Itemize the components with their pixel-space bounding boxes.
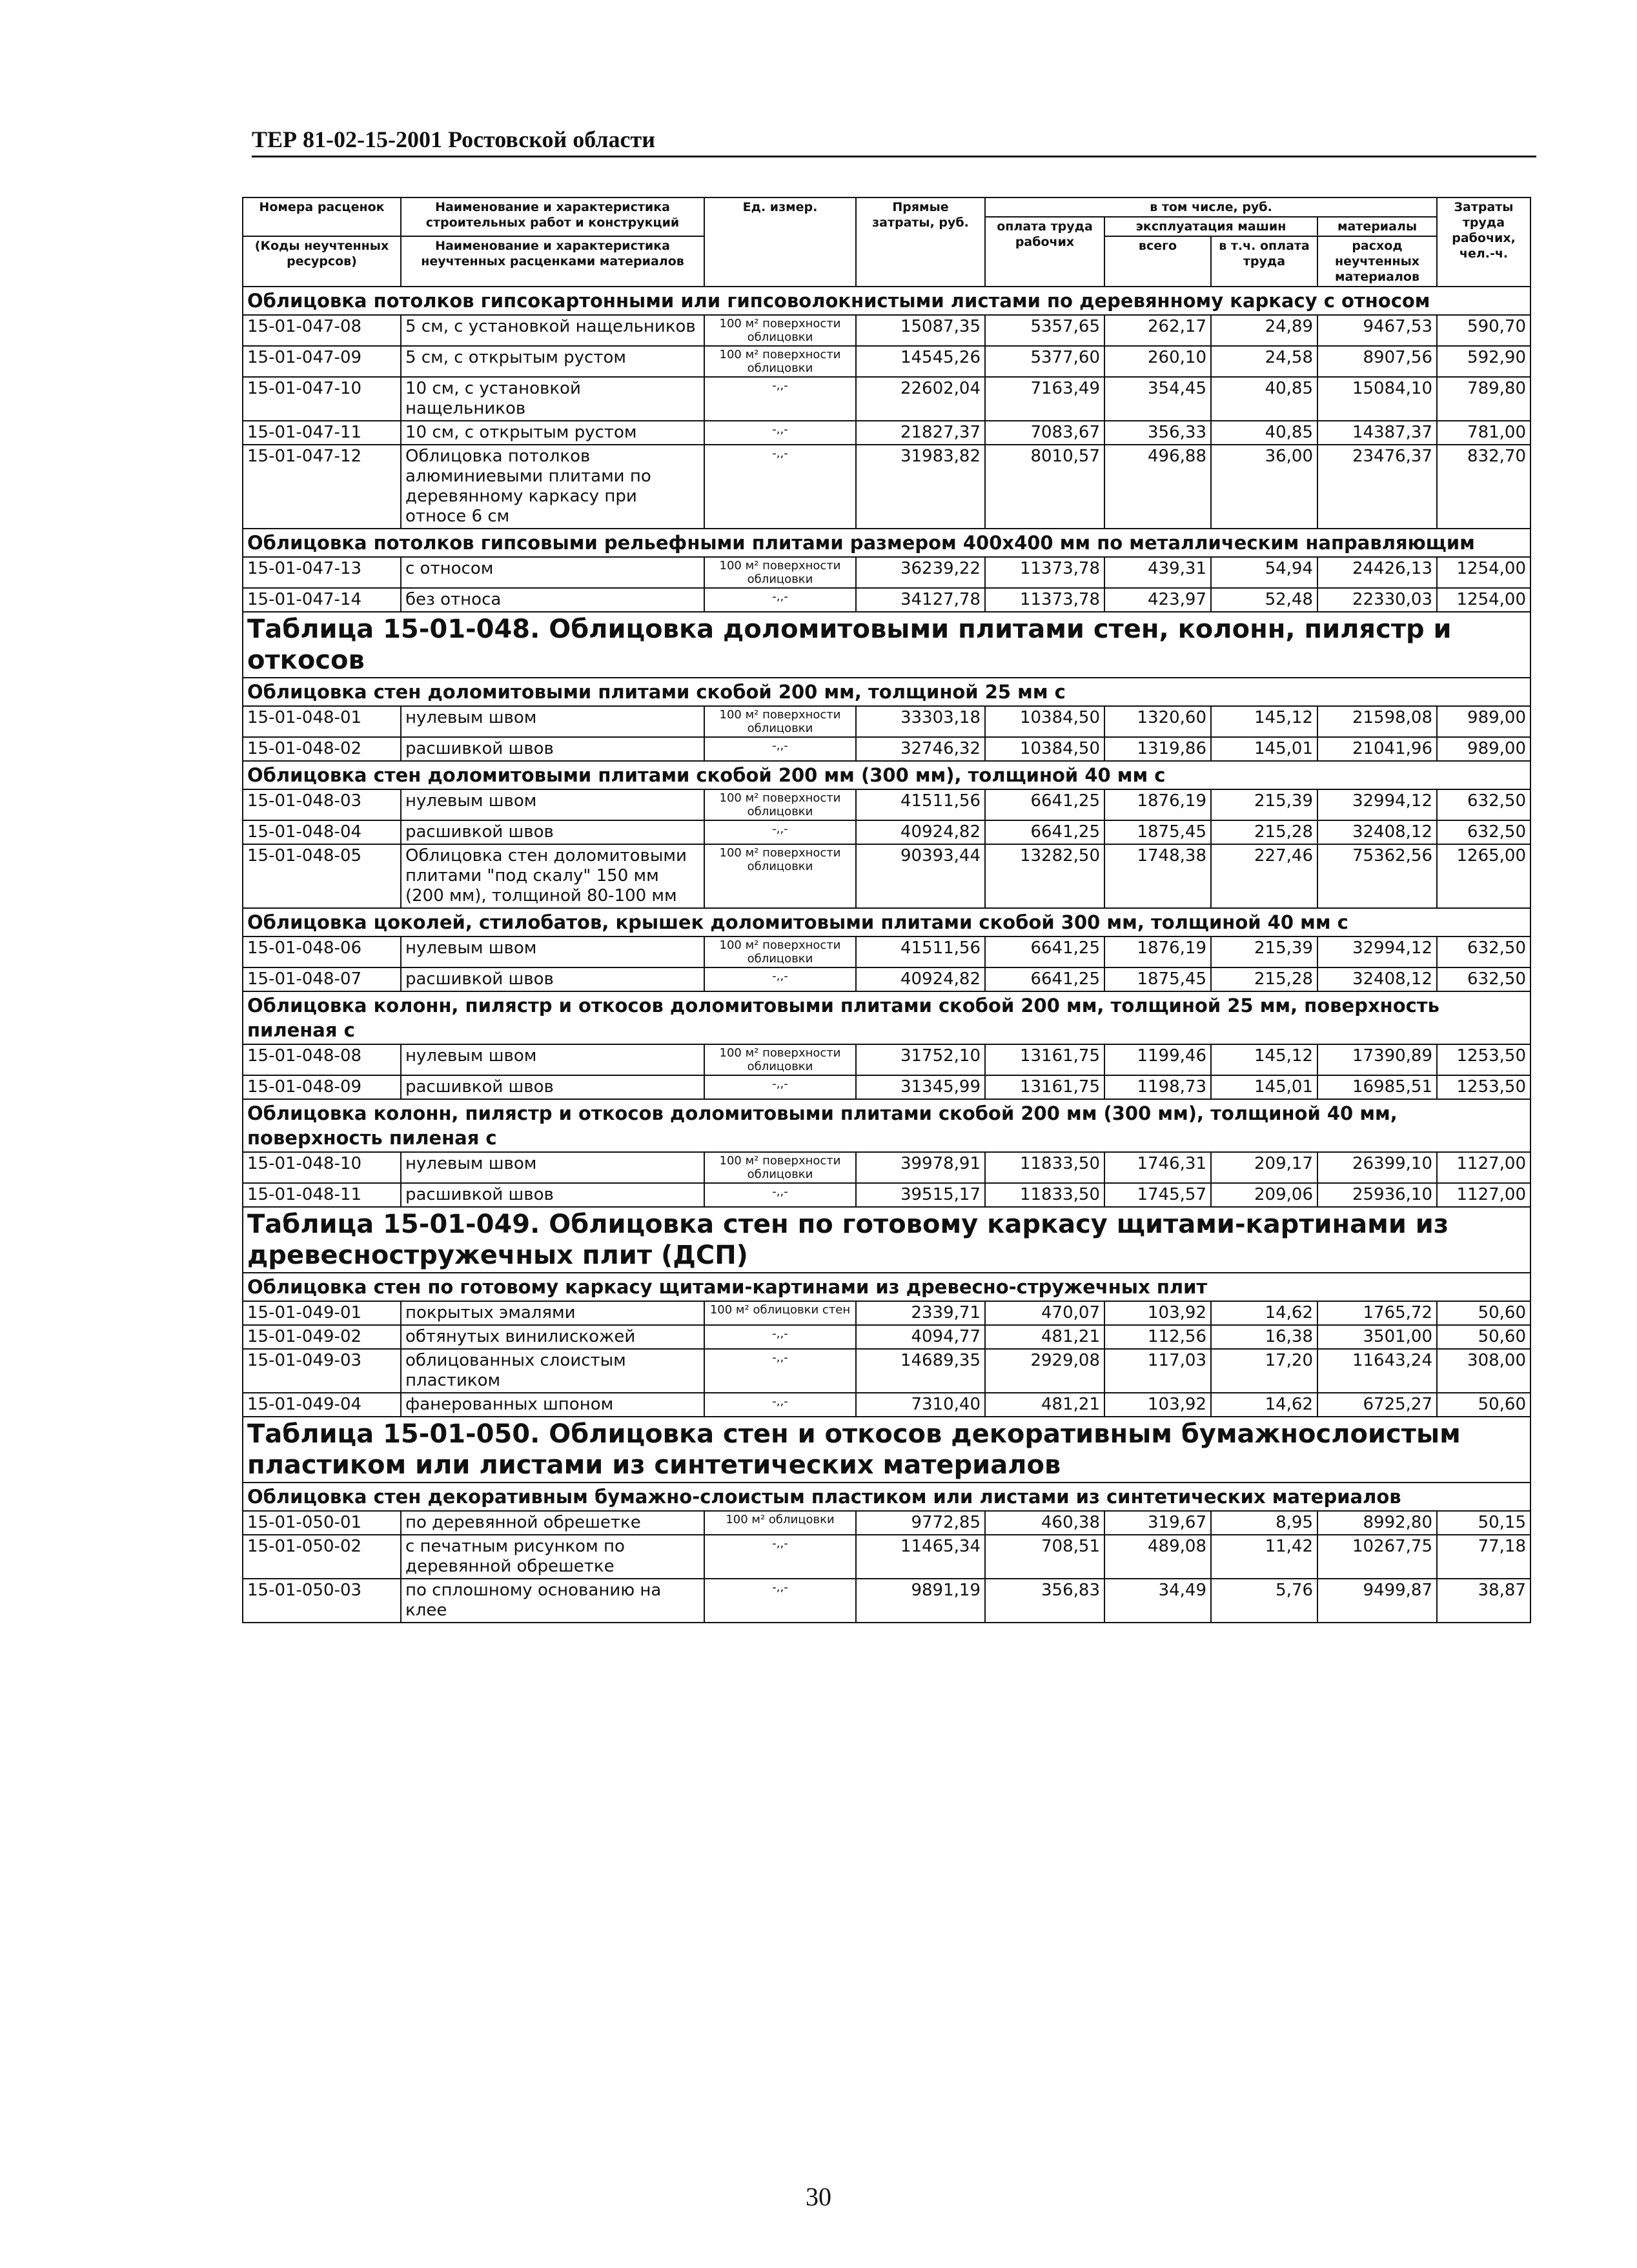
row-machines-wages: 40,85	[1211, 421, 1317, 445]
row-unit: -,,-	[704, 1349, 856, 1393]
row-machines-total: 489,08	[1104, 1535, 1211, 1579]
row-unit: -,,-	[704, 421, 856, 445]
section-heading: Облицовка стен доломитовыми плитами скобой 200 мм, толщиной 25 мм с	[243, 678, 1530, 706]
page-header: ТЕР 81-02-15-2001 Ростовской области	[252, 126, 1536, 157]
row-wages: 6641,25	[985, 937, 1104, 967]
row-unit: -,,-	[704, 820, 856, 844]
row-labor: 50,60	[1437, 1393, 1530, 1417]
row-code: 15-01-047-09	[243, 346, 401, 377]
row-direct-costs: 41511,56	[856, 789, 985, 820]
header-machines: эксплуатация машин	[1104, 217, 1317, 236]
section-heading: Облицовка колонн, пилястр и откосов доломитовыми плитами скобой 200 мм (300 мм), толщиной 40 мм, поверхность пиленая с	[243, 1099, 1530, 1152]
row-code: 15-01-048-07	[243, 967, 401, 991]
row-direct-costs: 9772,85	[856, 1511, 985, 1535]
row-code: 15-01-048-03	[243, 789, 401, 820]
row-wages: 8010,57	[985, 445, 1104, 529]
header-including: в том числе, руб.	[985, 197, 1437, 217]
table-row	[243, 844, 1530, 908]
row-code: 15-01-047-13	[243, 557, 401, 588]
row-wages: 5357,65	[985, 315, 1104, 346]
row-unit: -,,-	[704, 588, 856, 612]
row-wages: 11833,50	[985, 1152, 1104, 1183]
row-code: 15-01-049-03	[243, 1349, 401, 1393]
section-heading-row	[243, 678, 1530, 706]
row-labor: 38,87	[1437, 1579, 1530, 1623]
row-machines-total: 356,33	[1104, 421, 1211, 445]
row-materials: 32994,12	[1317, 789, 1437, 820]
row-direct-costs: 22602,04	[856, 377, 985, 421]
row-machines-total: 354,45	[1104, 377, 1211, 421]
row-direct-costs: 2339,71	[856, 1301, 985, 1325]
row-machines-total: 1320,60	[1104, 706, 1211, 737]
row-unit: -,,-	[704, 1183, 856, 1207]
header-materials-unaccounted: расход неучтенных материалов	[1317, 236, 1437, 287]
header-direct-costs: Прямые затраты, руб.	[856, 197, 985, 287]
row-name: покрытых эмалями	[401, 1301, 704, 1325]
row-name: 10 см, с установкой нащельников	[401, 377, 704, 421]
row-code: 15-01-050-02	[243, 1535, 401, 1579]
row-machines-wages: 209,17	[1211, 1152, 1317, 1183]
row-materials: 11643,24	[1317, 1349, 1437, 1393]
row-wages: 481,21	[985, 1393, 1104, 1417]
row-wages: 10384,50	[985, 737, 1104, 761]
row-labor: 592,90	[1437, 346, 1530, 377]
row-materials: 24426,13	[1317, 557, 1437, 588]
row-machines-wages: 5,76	[1211, 1579, 1317, 1623]
rates-table	[242, 197, 1531, 1623]
row-unit: -,,-	[704, 967, 856, 991]
table-row	[243, 1579, 1530, 1623]
row-machines-wages: 11,42	[1211, 1535, 1317, 1579]
row-materials: 8907,56	[1317, 346, 1437, 377]
table-title: Таблица 15-01-049. Облицовка стен по готовому каркасу щитами-картинами из древесностружечных плит (ДСП)	[243, 1207, 1530, 1273]
row-labor: 989,00	[1437, 706, 1530, 737]
row-code: 15-01-048-11	[243, 1183, 401, 1207]
row-unit: 100 м² поверхности облицовки	[704, 315, 856, 346]
row-machines-wages: 145,12	[1211, 1044, 1317, 1075]
row-code: 15-01-049-04	[243, 1393, 401, 1417]
row-unit: -,,-	[704, 1535, 856, 1579]
row-labor: 632,50	[1437, 820, 1530, 844]
section-heading: Облицовка стен доломитовыми плитами скобой 200 мм (300 мм), толщиной 40 мм с	[243, 761, 1530, 789]
row-labor: 1265,00	[1437, 844, 1530, 908]
row-name: нулевым швом	[401, 789, 704, 820]
section-heading: Облицовка колонн, пилястр и откосов доломитовыми плитами скобой 200 мм, толщиной 25 мм, поверхность пиленая с	[243, 991, 1530, 1044]
row-wages: 356,83	[985, 1579, 1104, 1623]
row-machines-total: 1746,31	[1104, 1152, 1211, 1183]
row-machines-total: 496,88	[1104, 445, 1211, 529]
row-materials: 32408,12	[1317, 967, 1437, 991]
row-machines-total: 103,92	[1104, 1393, 1211, 1417]
header-wages: оплата труда рабочих	[985, 217, 1104, 287]
section-heading: Облицовка цоколей, стилобатов, крышек доломитовыми плитами скобой 300 мм, толщиной 40 мм с	[243, 908, 1530, 937]
row-unit: -,,-	[704, 737, 856, 761]
row-code: 15-01-047-14	[243, 588, 401, 612]
row-name: без относа	[401, 588, 704, 612]
row-materials: 8992,80	[1317, 1511, 1437, 1535]
row-machines-wages: 145,01	[1211, 1075, 1317, 1099]
row-wages: 470,07	[985, 1301, 1104, 1325]
row-code: 15-01-048-01	[243, 706, 401, 737]
row-direct-costs: 14689,35	[856, 1349, 985, 1393]
row-machines-total: 1748,38	[1104, 844, 1211, 908]
section-heading-row	[243, 761, 1530, 789]
row-code: 15-01-050-01	[243, 1511, 401, 1535]
header-machines-total: всего	[1104, 236, 1211, 287]
row-direct-costs: 11465,34	[856, 1535, 985, 1579]
row-labor: 989,00	[1437, 737, 1530, 761]
row-machines-wages: 8,95	[1211, 1511, 1317, 1535]
row-machines-total: 1745,57	[1104, 1183, 1211, 1207]
header-labor: Затраты труда рабочих, чел.-ч.	[1437, 197, 1530, 287]
header-name: Наименование и характеристика строительных работ и конструкций	[401, 197, 704, 236]
row-code: 15-01-047-10	[243, 377, 401, 421]
row-labor: 1254,00	[1437, 588, 1530, 612]
row-name: фанерованных шпоном	[401, 1393, 704, 1417]
row-name: облицованных слоистым пластиком	[401, 1349, 704, 1393]
row-machines-wages: 14,62	[1211, 1301, 1317, 1325]
row-unit: 100 м² поверхности облицовки	[704, 1152, 856, 1183]
row-materials: 26399,10	[1317, 1152, 1437, 1183]
row-materials: 32408,12	[1317, 820, 1437, 844]
section-heading-row	[243, 287, 1530, 315]
row-name: Облицовка потолков алюминиевыми плитами по деревянному каркасу при относе 6 см	[401, 445, 704, 529]
row-labor: 632,50	[1437, 937, 1530, 967]
table-row	[243, 421, 1530, 445]
row-wages: 481,21	[985, 1325, 1104, 1349]
row-machines-wages: 215,28	[1211, 820, 1317, 844]
row-unit: 100 м² поверхности облицовки	[704, 937, 856, 967]
row-name: Облицовка стен доломитовыми плитами "под скалу" 150 мм (200 мм), толщиной 80-100 мм	[401, 844, 704, 908]
row-machines-total: 1876,19	[1104, 789, 1211, 820]
row-wages: 6641,25	[985, 789, 1104, 820]
table-title-row	[243, 1207, 1530, 1273]
row-code: 15-01-049-01	[243, 1301, 401, 1325]
row-name: с относом	[401, 557, 704, 588]
row-materials: 25936,10	[1317, 1183, 1437, 1207]
header-machines-wages: в т.ч. оплата труда	[1211, 236, 1317, 287]
row-labor: 50,15	[1437, 1511, 1530, 1535]
table-row	[243, 789, 1530, 820]
row-labor: 1254,00	[1437, 557, 1530, 588]
table-row	[243, 820, 1530, 844]
row-code: 15-01-048-10	[243, 1152, 401, 1183]
row-machines-wages: 54,94	[1211, 557, 1317, 588]
table-row	[243, 315, 1530, 346]
row-labor: 632,50	[1437, 789, 1530, 820]
row-machines-wages: 227,46	[1211, 844, 1317, 908]
row-code: 15-01-048-06	[243, 937, 401, 967]
header-materials: материалы	[1317, 217, 1437, 236]
row-wages: 11373,78	[985, 588, 1104, 612]
row-wages: 5377,60	[985, 346, 1104, 377]
row-direct-costs: 31983,82	[856, 445, 985, 529]
row-code: 15-01-048-09	[243, 1075, 401, 1099]
table-row	[243, 737, 1530, 761]
row-name: по сплошному основанию на клее	[401, 1579, 704, 1623]
row-direct-costs: 7310,40	[856, 1393, 985, 1417]
row-machines-total: 1875,45	[1104, 820, 1211, 844]
row-unit: 100 м² поверхности облицовки	[704, 557, 856, 588]
row-labor: 1127,00	[1437, 1152, 1530, 1183]
section-heading: Облицовка стен по готовому каркасу щитами-картинами из древесно-стружечных плит	[243, 1273, 1530, 1301]
table-row	[243, 967, 1530, 991]
row-materials: 10267,75	[1317, 1535, 1437, 1579]
row-labor: 789,80	[1437, 377, 1530, 421]
row-machines-wages: 215,39	[1211, 937, 1317, 967]
row-direct-costs: 4094,77	[856, 1325, 985, 1349]
header-code: Номера расценок	[243, 197, 401, 236]
page-number: 30	[806, 2182, 831, 2211]
table-row	[243, 1535, 1530, 1579]
row-unit: 100 м² поверхности облицовки	[704, 789, 856, 820]
row-labor: 50,60	[1437, 1325, 1530, 1349]
row-direct-costs: 36239,22	[856, 557, 985, 588]
row-labor: 781,00	[1437, 421, 1530, 445]
section-heading: Облицовка стен декоративным бумажно-слоистым пластиком или листами из синтетических материалов	[243, 1483, 1530, 1511]
row-materials: 16985,51	[1317, 1075, 1437, 1099]
table-row	[243, 937, 1530, 967]
row-materials: 21041,96	[1317, 737, 1437, 761]
table-row	[243, 1325, 1530, 1349]
row-wages: 2929,08	[985, 1349, 1104, 1393]
section-heading-row	[243, 1273, 1530, 1301]
table-row	[243, 1301, 1530, 1325]
row-materials: 3501,00	[1317, 1325, 1437, 1349]
row-wages: 6641,25	[985, 820, 1104, 844]
table-row	[243, 1349, 1530, 1393]
row-direct-costs: 33303,18	[856, 706, 985, 737]
row-materials: 9467,53	[1317, 315, 1437, 346]
row-code: 15-01-048-08	[243, 1044, 401, 1075]
table-row	[243, 557, 1530, 588]
table-title-row	[243, 1417, 1530, 1483]
row-unit: 100 м² облицовки	[704, 1511, 856, 1535]
row-wages: 7163,49	[985, 377, 1104, 421]
row-unit: 100 м² поверхности облицовки	[704, 706, 856, 737]
row-materials: 1765,72	[1317, 1301, 1437, 1325]
row-unit: -,,-	[704, 1579, 856, 1623]
section-heading-row	[243, 908, 1530, 937]
section-heading-row	[243, 991, 1530, 1044]
section-heading: Облицовка потолков гипсокартонными или гипсоволокнистыми листами по деревянному каркасу с относом	[243, 287, 1530, 315]
row-direct-costs: 14545,26	[856, 346, 985, 377]
row-machines-wages: 215,28	[1211, 967, 1317, 991]
row-direct-costs: 90393,44	[856, 844, 985, 908]
row-materials: 32994,12	[1317, 937, 1437, 967]
row-machines-wages: 145,01	[1211, 737, 1317, 761]
section-heading-row	[243, 529, 1530, 557]
row-machines-wages: 215,39	[1211, 789, 1317, 820]
row-materials: 21598,08	[1317, 706, 1437, 737]
row-machines-wages: 209,06	[1211, 1183, 1317, 1207]
row-labor: 632,50	[1437, 967, 1530, 991]
row-labor: 308,00	[1437, 1349, 1530, 1393]
row-direct-costs: 31345,99	[856, 1075, 985, 1099]
row-machines-wages: 16,38	[1211, 1325, 1317, 1349]
table-row	[243, 706, 1530, 737]
table-row	[243, 346, 1530, 377]
row-unit: 100 м² поверхности облицовки	[704, 1044, 856, 1075]
row-labor: 77,18	[1437, 1535, 1530, 1579]
row-machines-wages: 24,58	[1211, 346, 1317, 377]
row-unit: -,,-	[704, 1325, 856, 1349]
section-heading-row	[243, 1483, 1530, 1511]
row-materials: 14387,37	[1317, 421, 1437, 445]
row-direct-costs: 32746,32	[856, 737, 985, 761]
row-machines-wages: 36,00	[1211, 445, 1317, 529]
row-unit: 100 м² облицовки стен	[704, 1301, 856, 1325]
row-materials: 9499,87	[1317, 1579, 1437, 1623]
row-labor: 1127,00	[1437, 1183, 1530, 1207]
row-name: нулевым швом	[401, 937, 704, 967]
row-materials: 6725,27	[1317, 1393, 1437, 1417]
row-machines-total: 1876,19	[1104, 937, 1211, 967]
table-title-row	[243, 612, 1530, 678]
row-unit: -,,-	[704, 1393, 856, 1417]
table-row	[243, 1183, 1530, 1207]
row-labor: 590,70	[1437, 315, 1530, 346]
table-row	[243, 1393, 1530, 1417]
table-row	[243, 445, 1530, 529]
row-code: 15-01-050-03	[243, 1579, 401, 1623]
table-title: Таблица 15-01-050. Облицовка стен и откосов декоративным бумажнослоистым пластиком или листами из синтетических материалов	[243, 1417, 1530, 1483]
row-machines-total: 34,49	[1104, 1579, 1211, 1623]
row-code: 15-01-047-11	[243, 421, 401, 445]
row-wages: 460,38	[985, 1511, 1104, 1535]
row-name: нулевым швом	[401, 1152, 704, 1183]
row-direct-costs: 39515,17	[856, 1183, 985, 1207]
row-machines-total: 1875,45	[1104, 967, 1211, 991]
row-name: расшивкой швов	[401, 1075, 704, 1099]
header-code-unaccounted: (Коды неучтенных ресурсов)	[243, 236, 401, 287]
row-wages: 6641,25	[985, 967, 1104, 991]
row-wages: 708,51	[985, 1535, 1104, 1579]
row-name: нулевым швом	[401, 1044, 704, 1075]
row-direct-costs: 41511,56	[856, 937, 985, 967]
header-name-unaccounted: Наименование и характеристика неучтенных расценками материалов	[401, 236, 704, 287]
row-machines-total: 117,03	[1104, 1349, 1211, 1393]
row-materials: 22330,03	[1317, 588, 1437, 612]
row-name: расшивкой швов	[401, 820, 704, 844]
row-wages: 11833,50	[985, 1183, 1104, 1207]
row-direct-costs: 21827,37	[856, 421, 985, 445]
row-wages: 13161,75	[985, 1044, 1104, 1075]
row-machines-total: 262,17	[1104, 315, 1211, 346]
row-direct-costs: 31752,10	[856, 1044, 985, 1075]
row-machines-total: 103,92	[1104, 1301, 1211, 1325]
row-machines-wages: 17,20	[1211, 1349, 1317, 1393]
row-code: 15-01-048-04	[243, 820, 401, 844]
row-machines-wages: 145,12	[1211, 706, 1317, 737]
row-name: расшивкой швов	[401, 737, 704, 761]
row-name: расшивкой швов	[401, 1183, 704, 1207]
row-direct-costs: 34127,78	[856, 588, 985, 612]
row-name: 5 см, с открытым рустом	[401, 346, 704, 377]
row-wages: 11373,78	[985, 557, 1104, 588]
table-row	[243, 1075, 1530, 1099]
row-materials: 15084,10	[1317, 377, 1437, 421]
row-machines-total: 1199,46	[1104, 1044, 1211, 1075]
row-unit: -,,-	[704, 377, 856, 421]
row-code: 15-01-048-05	[243, 844, 401, 908]
section-heading-row	[243, 1099, 1530, 1152]
row-direct-costs: 9891,19	[856, 1579, 985, 1623]
row-machines-total: 112,56	[1104, 1325, 1211, 1349]
row-machines-wages: 14,62	[1211, 1393, 1317, 1417]
table-row	[243, 377, 1530, 421]
row-wages: 13161,75	[985, 1075, 1104, 1099]
row-wages: 13282,50	[985, 844, 1104, 908]
row-unit: -,,-	[704, 445, 856, 529]
row-machines-wages: 24,89	[1211, 315, 1317, 346]
row-wages: 10384,50	[985, 706, 1104, 737]
row-machines-wages: 52,48	[1211, 588, 1317, 612]
row-machines-total: 439,31	[1104, 557, 1211, 588]
table-row	[243, 1152, 1530, 1183]
row-name: обтянутых винилискожей	[401, 1325, 704, 1349]
row-code: 15-01-047-08	[243, 315, 401, 346]
row-direct-costs: 40924,82	[856, 967, 985, 991]
row-direct-costs: 15087,35	[856, 315, 985, 346]
row-name: по деревянной обрешетке	[401, 1511, 704, 1535]
table-row	[243, 1044, 1530, 1075]
row-unit: 100 м² поверхности облицовки	[704, 346, 856, 377]
row-name: нулевым швом	[401, 706, 704, 737]
row-direct-costs: 39978,91	[856, 1152, 985, 1183]
table-row	[243, 1511, 1530, 1535]
row-name: 5 см, с установкой нащельников	[401, 315, 704, 346]
row-materials: 75362,56	[1317, 844, 1437, 908]
row-labor: 50,60	[1437, 1301, 1530, 1325]
row-labor: 832,70	[1437, 445, 1530, 529]
row-machines-total: 319,67	[1104, 1511, 1211, 1535]
row-name: с печатным рисунком по деревянной обрешетке	[401, 1535, 704, 1579]
row-wages: 7083,67	[985, 421, 1104, 445]
row-code: 15-01-049-02	[243, 1325, 401, 1349]
row-code: 15-01-048-02	[243, 737, 401, 761]
row-materials: 23476,37	[1317, 445, 1437, 529]
row-labor: 1253,50	[1437, 1044, 1530, 1075]
row-machines-total: 423,97	[1104, 588, 1211, 612]
row-unit: -,,-	[704, 1075, 856, 1099]
row-machines-total: 260,10	[1104, 346, 1211, 377]
row-name: расшивкой швов	[401, 967, 704, 991]
row-name: 10 см, с открытым рустом	[401, 421, 704, 445]
section-heading: Облицовка потолков гипсовыми рельефными плитами размером 400х400 мм по металлическим направляющим	[243, 529, 1530, 557]
row-materials: 17390,89	[1317, 1044, 1437, 1075]
row-direct-costs: 40924,82	[856, 820, 985, 844]
row-machines-total: 1319,86	[1104, 737, 1211, 761]
row-code: 15-01-047-12	[243, 445, 401, 529]
table-title: Таблица 15-01-048. Облицовка доломитовыми плитами стен, колонн, пилястр и откосов	[243, 612, 1530, 678]
table-row	[243, 588, 1530, 612]
row-machines-total: 1198,73	[1104, 1075, 1211, 1099]
row-machines-wages: 40,85	[1211, 377, 1317, 421]
header-unit: Ед. измер.	[704, 197, 856, 287]
row-labor: 1253,50	[1437, 1075, 1530, 1099]
row-unit: 100 м² поверхности облицовки	[704, 844, 856, 908]
